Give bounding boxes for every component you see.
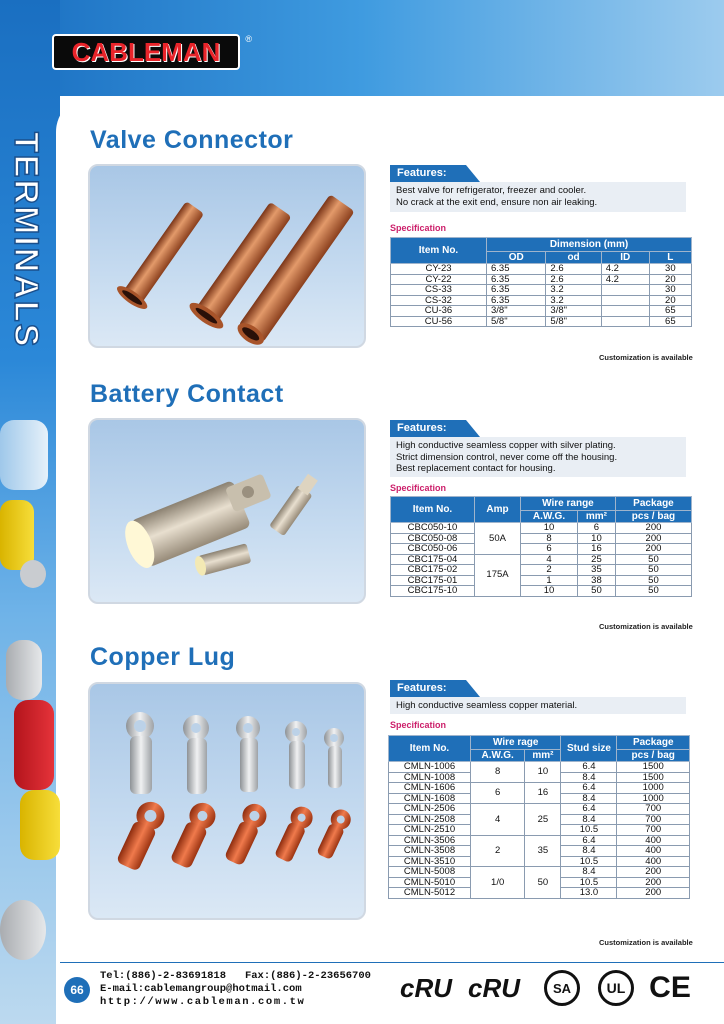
valve-connector-image <box>90 166 364 346</box>
battery-th-mm: mm² <box>577 511 615 523</box>
lug-value-cell: 8.4 <box>561 772 617 783</box>
ul-cert-text: UL <box>606 980 626 996</box>
lug-awg-cell: 4 <box>471 804 525 836</box>
valve-value-cell: 6.35 <box>487 264 546 275</box>
battery-table-row <box>391 575 692 586</box>
csa-icon <box>544 970 580 1006</box>
lug-item-cell: CMLN-3508 <box>389 846 471 857</box>
ur-cert-logo <box>398 968 454 1008</box>
battery-amp-cell: 175A <box>475 554 521 596</box>
valve-th-od: OD <box>487 252 546 264</box>
lug-features-body <box>390 697 686 714</box>
valve-item-cell: CU-36 <box>391 306 487 317</box>
battery-title: Battery Contact <box>90 380 284 408</box>
valve-item-cell: CU-56 <box>391 316 487 327</box>
valve-item-cell: CS-33 <box>391 285 487 296</box>
valve-value-cell <box>601 306 649 317</box>
lug-spec-label: Specification <box>390 720 447 730</box>
terminal-deco-red-ring <box>6 640 42 700</box>
battery-item-cell: CBC175-10 <box>391 586 475 597</box>
valve-th-item: Item No. <box>391 238 487 264</box>
lug-value-cell: 8.4 <box>561 814 617 825</box>
brand-logo <box>52 34 252 70</box>
lug-value-cell: 10.5 <box>561 825 617 836</box>
lug-awg-cell: 8 <box>471 762 525 783</box>
battery-th-wire: Wire range <box>521 497 616 511</box>
valve-value-cell: 30 <box>649 264 691 275</box>
cur-cert-text: cRU <box>467 972 520 1003</box>
lug-th-pcs: pcs / bag <box>617 750 690 762</box>
lug-table-row <box>389 867 690 878</box>
valve-title: Valve Connector <box>90 126 294 154</box>
valve-value-cell <box>601 295 649 306</box>
ur-cert-text: cRU <box>399 972 452 1003</box>
ul-icon <box>598 970 634 1006</box>
valve-item-cell: CY-23 <box>391 264 487 275</box>
valve-item-cell: CY-22 <box>391 274 487 285</box>
brand-name: CABLEMAN <box>71 36 221 67</box>
lug-item-cell: CMLN-1006 <box>389 762 471 773</box>
copper-lugs <box>114 797 354 872</box>
battery-contact-image <box>90 420 364 602</box>
terminal-deco-red <box>14 700 54 790</box>
ce-cert-text: CE <box>649 971 691 1004</box>
battery-value-cell: 200 <box>615 523 691 534</box>
footer-fax-text: Fax:(886)-2-23656700 <box>244 970 371 982</box>
lug-th-stud: Stud size <box>561 736 617 762</box>
battery-value-cell: 10 <box>577 533 615 544</box>
lug-mm-cell: 25 <box>525 804 561 836</box>
battery-value-cell: 10 <box>521 586 578 597</box>
lug-value-cell: 10.5 <box>561 877 617 888</box>
battery-features-body <box>390 437 686 477</box>
lug-item-cell: CMLN-1608 <box>389 793 471 804</box>
lug-table-row <box>389 804 690 815</box>
csa-cert-text: SA <box>552 980 572 996</box>
battery-value-cell: 4 <box>521 554 578 565</box>
valve-feature-2: No crack at the exit end, ensure non air leaking. <box>396 196 598 208</box>
brand-reg-mark: ® <box>245 34 252 44</box>
battery-item-cell: CBC175-01 <box>391 575 475 586</box>
valve-value-cell: 6.35 <box>487 274 546 285</box>
battery-th-awg: A.W.G. <box>521 511 578 523</box>
lug-table-row <box>389 835 690 846</box>
valve-table-row <box>391 295 692 306</box>
battery-spec-table <box>390 496 692 597</box>
valve-value-cell: 3/8" <box>487 306 546 317</box>
lug-value-cell: 700 <box>617 814 690 825</box>
battery-spec-label: Specification <box>390 483 447 493</box>
valve-value-cell: 6.35 <box>487 285 546 296</box>
battery-table-row <box>391 544 692 555</box>
valve-table-row <box>391 285 692 296</box>
valve-table-row <box>391 316 692 327</box>
lug-value-cell: 6.4 <box>561 783 617 794</box>
lug-value-cell: 6.4 <box>561 804 617 815</box>
battery-value-cell: 50 <box>615 565 691 576</box>
lug-value-cell: 13.0 <box>561 888 617 899</box>
valve-value-cell: 5/8" <box>487 316 546 327</box>
battery-item-cell: CBC050-08 <box>391 533 475 544</box>
valve-value-cell: 4.2 <box>601 264 649 275</box>
battery-features-header: Features: <box>390 420 466 437</box>
battery-item-cell: CBC175-04 <box>391 554 475 565</box>
battery-value-cell: 50 <box>615 586 691 597</box>
battery-item-cell: CBC050-06 <box>391 544 475 555</box>
battery-item-cell: CBC050-10 <box>391 523 475 534</box>
cur-cert-logo <box>462 968 526 1008</box>
battery-value-cell: 16 <box>577 544 615 555</box>
page-number: 66 <box>64 977 90 1003</box>
ul-cert-logo <box>596 968 636 1008</box>
lug-value-cell: 700 <box>617 825 690 836</box>
valve-th-id: ID <box>601 252 649 264</box>
footer-divider <box>60 962 724 963</box>
lug-item-cell: CMLN-3510 <box>389 856 471 867</box>
battery-table-row <box>391 565 692 576</box>
lug-value-cell: 6.4 <box>561 835 617 846</box>
valve-value-cell: 6.35 <box>487 295 546 306</box>
valve-value-cell: 5/8" <box>546 316 601 327</box>
valve-customization-note: Customization is available <box>599 353 693 362</box>
terminal-deco-blue <box>0 420 48 490</box>
footer-tel <box>100 970 371 982</box>
lug-value-cell: 400 <box>617 856 690 867</box>
battery-table-row <box>391 554 692 565</box>
lug-item-cell: CMLN-2508 <box>389 814 471 825</box>
lug-th-wire: Wire rage <box>471 736 561 750</box>
battery-table-row <box>391 523 692 534</box>
side-title-text: TERMINALS <box>7 132 45 349</box>
valve-features-body <box>390 182 686 212</box>
battery-value-cell: 50 <box>615 554 691 565</box>
terminal-deco-yellow2 <box>20 790 60 860</box>
battery-feature-1: High conductive seamless copper with silver plating. <box>396 440 616 451</box>
lug-value-cell: 400 <box>617 835 690 846</box>
valve-value-cell: 3/8" <box>546 306 601 317</box>
battery-photo <box>88 418 366 604</box>
lug-table-row <box>389 783 690 794</box>
battery-feature-3: Best replacement contact for housing. <box>396 463 556 474</box>
lug-mm-cell: 35 <box>525 835 561 867</box>
lug-value-cell: 1000 <box>617 783 690 794</box>
valve-feature-1: Best valve for refrigerator, freezer and cooler. <box>396 185 587 196</box>
lug-awg-cell: 1/0 <box>471 867 525 899</box>
lug-customization-note: Customization is available <box>599 938 693 947</box>
lug-feature-1: High conductive seamless copper material. <box>396 700 578 711</box>
valve-value-cell: 65 <box>649 316 691 327</box>
terminal-deco-silver <box>20 560 46 588</box>
valve-spec-label: Specification <box>390 223 447 233</box>
battery-value-cell: 1 <box>521 575 578 586</box>
battery-value-cell: 50 <box>615 575 691 586</box>
lug-item-cell: CMLN-1606 <box>389 783 471 794</box>
battery-th-package: Package <box>615 497 691 511</box>
valve-spec-table <box>390 237 692 327</box>
lug-value-cell: 200 <box>617 867 690 878</box>
battery-value-cell: 35 <box>577 565 615 576</box>
valve-photo <box>88 164 366 348</box>
lug-value-cell: 200 <box>617 877 690 888</box>
lug-features-header: Features: <box>390 680 466 697</box>
terminal-deco-ring <box>0 900 46 960</box>
valve-table-row <box>391 306 692 317</box>
valve-th-dimension: Dimension (mm) <box>487 238 692 252</box>
battery-customization-note: Customization is available <box>599 622 693 631</box>
lug-value-cell: 8.4 <box>561 793 617 804</box>
lug-value-cell: 8.4 <box>561 846 617 857</box>
footer-email[interactable]: E-mail:cablemangroup@hotmail.com <box>100 983 302 995</box>
battery-item-cell: CBC175-02 <box>391 565 475 576</box>
csa-cert-logo <box>542 968 582 1008</box>
battery-th-amp: Amp <box>475 497 521 523</box>
lug-th-awg: A.W.G. <box>471 750 525 762</box>
battery-value-cell: 2 <box>521 565 578 576</box>
lug-item-cell: CMLN-2510 <box>389 825 471 836</box>
valve-value-cell: 3.2 <box>546 295 601 306</box>
footer-website[interactable]: http://www.cableman.com.tw <box>100 996 306 1008</box>
valve-th-od2: od <box>546 252 601 264</box>
lug-th-mm: mm² <box>525 750 561 762</box>
valve-value-cell: 30 <box>649 285 691 296</box>
battery-table-row <box>391 533 692 544</box>
battery-value-cell: 25 <box>577 554 615 565</box>
battery-table-row <box>391 586 692 597</box>
valve-th-l: L <box>649 252 691 264</box>
lug-value-cell: 6.4 <box>561 762 617 773</box>
valve-value-cell: 20 <box>649 295 691 306</box>
ce-cert-logo <box>646 968 694 1008</box>
valve-value-cell: 65 <box>649 306 691 317</box>
lug-value-cell: 1000 <box>617 793 690 804</box>
valve-value-cell <box>601 285 649 296</box>
lug-item-cell: CMLN-5008 <box>389 867 471 878</box>
battery-feature-2: Strict dimension control, never come off the housing. <box>396 451 618 463</box>
lug-value-cell: 10.5 <box>561 856 617 867</box>
silver-lugs <box>126 712 344 794</box>
battery-value-cell: 6 <box>577 523 615 534</box>
lug-value-cell: 1500 <box>617 772 690 783</box>
lug-mm-cell: 50 <box>525 867 561 899</box>
battery-th-pcs: pcs / bag <box>615 511 691 523</box>
valve-item-cell: CS-32 <box>391 295 487 306</box>
footer-tel-text: Tel:(886)-2-83691818 <box>100 970 227 982</box>
battery-th-item: Item No. <box>391 497 475 523</box>
valve-table-row <box>391 274 692 285</box>
lug-awg-cell: 2 <box>471 835 525 867</box>
valve-value-cell: 4.2 <box>601 274 649 285</box>
lug-value-cell: 200 <box>617 888 690 899</box>
valve-value-cell: 2.6 <box>546 264 601 275</box>
lug-item-cell: CMLN-5012 <box>389 888 471 899</box>
battery-amp-cell: 50A <box>475 523 521 555</box>
lug-spec-table <box>388 735 690 899</box>
valve-features-header: Features: <box>390 165 466 182</box>
battery-value-cell: 38 <box>577 575 615 586</box>
lug-value-cell: 700 <box>617 804 690 815</box>
lug-mm-cell: 16 <box>525 783 561 804</box>
battery-value-cell: 200 <box>615 533 691 544</box>
lug-photo <box>88 682 366 920</box>
lug-item-cell: CMLN-1008 <box>389 772 471 783</box>
lug-table-row <box>389 762 690 773</box>
lug-item-cell: CMLN-2506 <box>389 804 471 815</box>
side-category-title <box>6 132 54 349</box>
lug-th-package: Package <box>617 736 690 750</box>
valve-value-cell: 2.6 <box>546 274 601 285</box>
lug-value-cell: 400 <box>617 846 690 857</box>
lug-value-cell: 1500 <box>617 762 690 773</box>
battery-value-cell: 8 <box>521 533 578 544</box>
valve-value-cell <box>601 316 649 327</box>
battery-value-cell: 6 <box>521 544 578 555</box>
valve-value-cell: 3.2 <box>546 285 601 296</box>
lug-item-cell: CMLN-3506 <box>389 835 471 846</box>
lug-title: Copper Lug <box>90 643 236 671</box>
lug-mm-cell: 10 <box>525 762 561 783</box>
lug-awg-cell: 6 <box>471 783 525 804</box>
battery-value-cell: 10 <box>521 523 578 534</box>
lug-value-cell: 8.4 <box>561 867 617 878</box>
battery-value-cell: 200 <box>615 544 691 555</box>
valve-table-row <box>391 264 692 275</box>
battery-value-cell: 50 <box>577 586 615 597</box>
lug-th-item: Item No. <box>389 736 471 762</box>
copper-lug-image <box>90 684 364 918</box>
valve-value-cell: 20 <box>649 274 691 285</box>
lug-item-cell: CMLN-5010 <box>389 877 471 888</box>
